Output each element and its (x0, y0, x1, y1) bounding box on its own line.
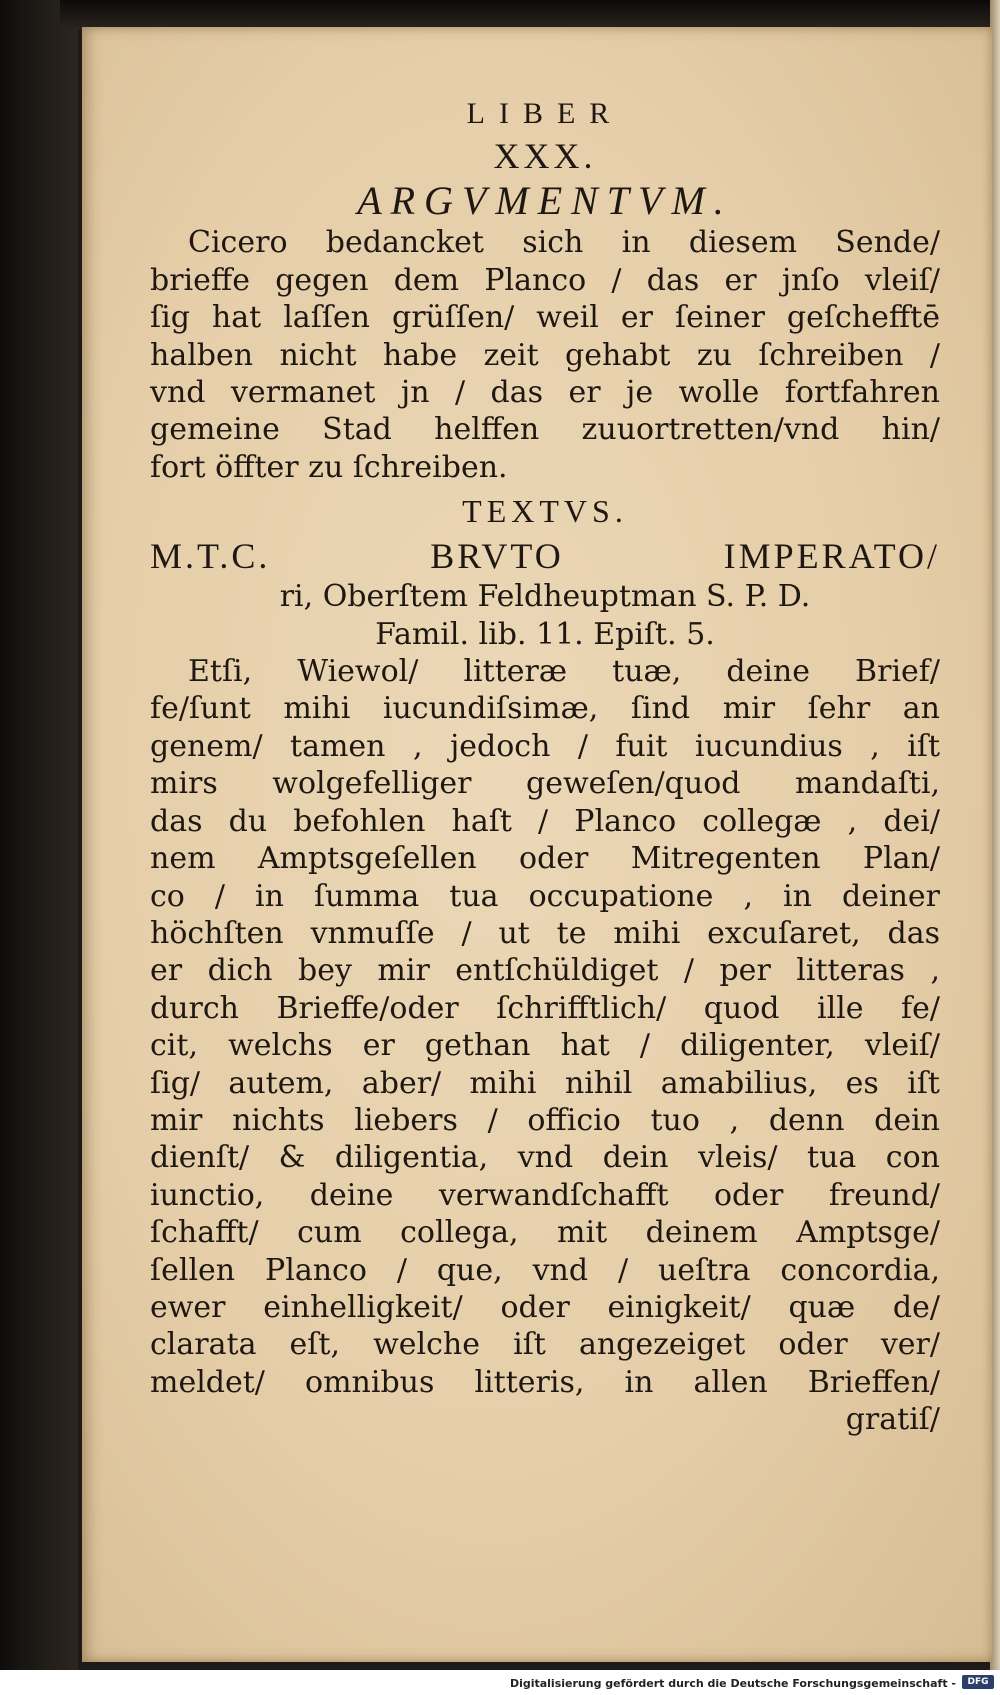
heading-liber: LIBER (466, 97, 624, 130)
text-line: höchſten vnmuſſe / ut te mihi excuſaret, das (150, 915, 940, 951)
text-line: halben nicht habe zeit gehabt zu ſchreiben / (150, 337, 940, 373)
letter-reference: Famil. lib. 11. Epiſt. 5. (375, 616, 715, 652)
text-line: ewer einhelligkeit/ oder einigkeit/ quæ de/ (150, 1289, 940, 1325)
footer-credit-text: Digitalisierung gefördert durch die Deutsche Forschungsgemeinschaft - (509, 1677, 956, 1690)
text-line: brieffe gegen dem Planco / das er jnſo vleiſ/ (150, 262, 940, 298)
text-line: clarata eſt, welche iſt angezeiget oder ver/ (150, 1327, 940, 1363)
text-line: iunctio, deine verwandſchafft oder freund/ (150, 1177, 940, 1213)
text-line: fort öffter zu ſchreiben. (150, 449, 508, 485)
dfg-logo: DFG (962, 1675, 994, 1689)
book-binding-top (60, 0, 1000, 30)
text-line: co / in ſumma tua occupatione , in deiner (150, 878, 940, 914)
heading-book-number: XXX. (493, 136, 597, 177)
text-line: Cicero bedancket sich in diesem Sende/ (188, 225, 940, 261)
text-line: ſellen Planco / que, vnd / ueſtra concordia, (150, 1252, 940, 1288)
text-line: dienſt/ & diligentia, vnd dein vleis/ tua con (150, 1140, 940, 1176)
heading-argumentum: ARGVMENTVM. (357, 178, 733, 224)
text-line: ſchafft/ cum collega, mit deinem Amptsge/ (150, 1215, 940, 1251)
catchword: gratiſ/ (845, 1402, 940, 1438)
text-line: meldet/ omnibus litteris, in allen Brieffen/ (150, 1364, 940, 1400)
page-text-block (150, 95, 940, 1439)
heading-textus: TEXTVS. (462, 493, 628, 530)
text-line: das du befohlen haſt / Planco collegæ , dei/ (150, 803, 940, 839)
text-line: cit, welchs er gethan hat / diligenter, vleiſ/ (150, 1028, 940, 1064)
text-line: ſig hat laſſen grüſſen/ weil er ſeiner geſchefftē (150, 300, 940, 336)
text-line: nem Amptsgeſellen oder Mitregenten Plan/ (150, 841, 940, 877)
text-line: gemeine Stad helffen zuuortretten/vnd hin/ (150, 412, 940, 448)
text-line: vnd vermanet jn / das er je wolle fortfahren (150, 375, 940, 411)
text-line: ſig/ autem, aber/ mihi nihil amabilius, es iſt (150, 1065, 940, 1101)
letter-address-line: ri, Oberſtem Feldheuptman S. P. D. (279, 579, 811, 615)
text-line: fe/ſunt mihi iucundiſsimæ, ſind mir ſehr an (150, 691, 940, 727)
argument-paragraph (150, 224, 940, 486)
letter-address-line: M.T.C. BRVTO IMPERATO/ (150, 536, 940, 577)
text-line: Etſi, Wiewol/ litteræ tuæ, deine Brief/ (188, 654, 940, 690)
text-line: mirs wolgefelliger geweſen/quod mandaſti, (150, 766, 940, 802)
text-line: er dich bey mir entſchüldiget / per litteras , (150, 953, 940, 989)
text-line: mir nichts liebers / officio tuo , denn dein (150, 1102, 940, 1138)
text-line: genem/ tamen , jedoch / fuit iucundius , iſt (150, 728, 940, 764)
letter-text-paragraph (150, 653, 940, 1401)
book-binding-left (0, 0, 78, 1670)
text-line: durch Brieffe/oder ſchrifftlich/ quod ille fe/ (150, 990, 940, 1026)
digitization-footer (0, 1670, 1000, 1695)
